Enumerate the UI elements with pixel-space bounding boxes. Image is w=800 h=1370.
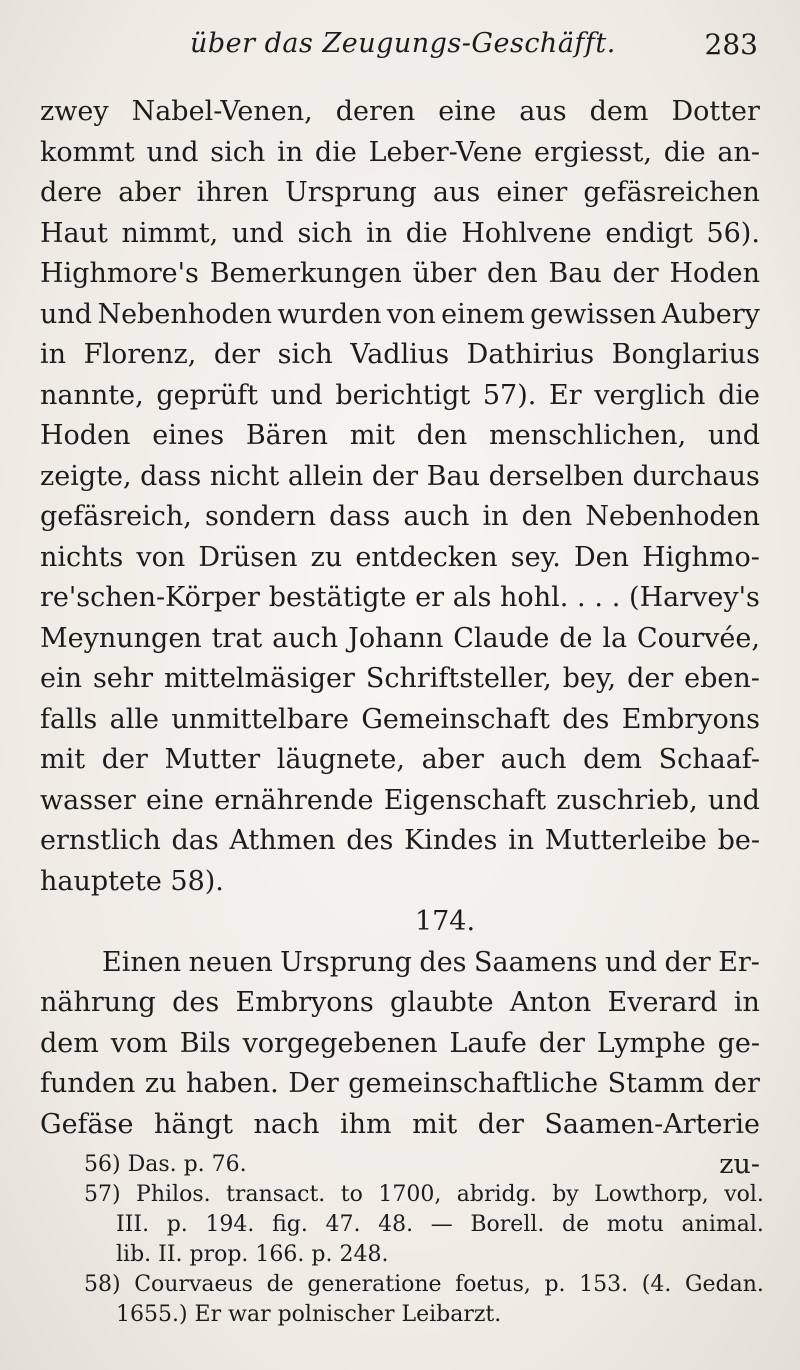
- word: dass: [329, 501, 391, 532]
- word: Dotter: [671, 96, 760, 127]
- word: geprüft: [156, 379, 258, 411]
- word: (4.: [641, 1272, 672, 1297]
- word: nach: [253, 1108, 320, 1140]
- word: Saamen-Arterie: [544, 1108, 760, 1140]
- word: 153.: [579, 1272, 629, 1297]
- word: als: [452, 582, 492, 613]
- word: des: [562, 703, 610, 735]
- word: Bonglarius: [611, 339, 760, 370]
- word: der: [612, 258, 659, 289]
- word: menschlichen,: [489, 420, 687, 451]
- word: Johann: [348, 622, 444, 654]
- word: Aubery: [661, 298, 760, 330]
- word: 57).: [482, 379, 537, 411]
- word: der: [713, 1068, 760, 1099]
- word: deren: [335, 96, 416, 127]
- word: Embryons: [621, 703, 760, 735]
- word: nichts: [40, 541, 124, 573]
- word: den: [416, 420, 468, 451]
- word: gefäsreich,: [40, 501, 192, 532]
- word: die: [718, 379, 760, 411]
- word: de: [562, 1212, 590, 1237]
- section-number: 174.: [414, 906, 476, 937]
- word: Den: [573, 541, 629, 573]
- text-line: [40, 538, 760, 579]
- word: ein: [40, 663, 83, 694]
- word: Dathirius: [466, 339, 595, 370]
- word: Courvée,: [636, 622, 760, 654]
- word: Hoden: [40, 420, 131, 451]
- word: und: [231, 217, 284, 249]
- word: auch: [500, 744, 567, 775]
- page-number: 283: [704, 28, 758, 61]
- footnote: [84, 1180, 764, 1210]
- word: abridg.: [456, 1182, 537, 1207]
- word: neuen: [188, 946, 273, 978]
- word: Borell.: [470, 1212, 545, 1237]
- word: Anton: [509, 987, 592, 1018]
- text-line: [40, 821, 760, 862]
- word: Drüsen: [198, 541, 298, 573]
- word: Philos.: [136, 1182, 211, 1207]
- word: entdecken: [355, 541, 498, 573]
- word: verglich: [594, 379, 706, 411]
- word: de: [559, 622, 593, 654]
- word: eines: [152, 420, 225, 451]
- word: in: [508, 825, 535, 856]
- word: die: [663, 136, 706, 168]
- text-line: [40, 740, 760, 781]
- main-text: [40, 92, 760, 1186]
- word: p.: [166, 1212, 188, 1237]
- word: wurden: [277, 298, 382, 330]
- word: generatione: [307, 1272, 442, 1297]
- text-line: [40, 497, 760, 538]
- word: Er: [548, 379, 582, 411]
- word: und: [40, 298, 93, 330]
- word: dem: [583, 744, 642, 775]
- word: —: [430, 1212, 453, 1237]
- word: eine: [146, 784, 205, 816]
- word: zwey: [40, 96, 109, 127]
- word: by: [552, 1182, 579, 1207]
- word: aber: [118, 177, 181, 208]
- word: Mutterleibe: [544, 825, 707, 856]
- word: Bemerkungen: [209, 258, 402, 289]
- word: gewissen: [530, 298, 657, 330]
- word: Der: [288, 1068, 339, 1099]
- word: Highmore's: [40, 258, 199, 289]
- word: die: [314, 136, 357, 168]
- text-line: [40, 214, 760, 255]
- word: aus: [519, 96, 567, 127]
- word: zu: [144, 1068, 177, 1099]
- word: des: [346, 825, 394, 856]
- text-line: [40, 295, 760, 336]
- text-line: [40, 619, 760, 660]
- footnote-continuation: [84, 1210, 764, 1240]
- word: 57): [84, 1182, 121, 1207]
- word: Hoden: [669, 258, 760, 289]
- footnote-continuation: lib. II. prop. 166. p. 248.: [116, 1242, 389, 1267]
- word: Highmo-: [642, 541, 760, 573]
- word: Athmen: [229, 825, 336, 856]
- word: der: [477, 1108, 524, 1140]
- word: Eigenschaft: [383, 784, 547, 816]
- word: Ursprung: [280, 946, 412, 978]
- text-line: [40, 1024, 760, 1065]
- word: Er-: [718, 946, 760, 978]
- word: nimmt,: [121, 217, 219, 249]
- word: Hohlvene: [461, 217, 592, 249]
- word: p.: [544, 1272, 566, 1297]
- word: dere: [40, 177, 103, 208]
- text-line: [40, 457, 760, 498]
- word: Bau: [548, 258, 602, 289]
- text-line: [40, 781, 760, 822]
- text-line: [40, 578, 760, 619]
- word: Mutter: [164, 744, 261, 775]
- word: ernstlich: [40, 825, 161, 856]
- word: Gedan.: [684, 1272, 764, 1297]
- word: dem: [589, 96, 649, 127]
- word: in: [40, 339, 67, 370]
- word: funden: [40, 1068, 136, 1099]
- word: auch: [403, 501, 470, 532]
- word: to: [340, 1182, 363, 1207]
- word: hohl.: [500, 582, 569, 613]
- word: 48.: [378, 1212, 414, 1237]
- word: der: [538, 1027, 585, 1059]
- word: gefäsreichen: [583, 177, 760, 208]
- word: unmittelbare: [171, 703, 349, 735]
- word: der: [664, 946, 711, 978]
- word: bey,: [562, 663, 617, 694]
- word: 194.: [205, 1212, 255, 1237]
- word: den: [486, 258, 538, 289]
- word: und: [270, 379, 323, 411]
- word: Bären: [245, 420, 329, 451]
- word: derselben: [488, 460, 624, 492]
- word: haben.: [186, 1068, 279, 1099]
- word: Einen: [102, 946, 182, 978]
- word: III.: [116, 1212, 150, 1237]
- text-line: hauptete 58).: [40, 865, 224, 897]
- word: mittelmäsiger: [164, 663, 355, 694]
- word: Ursprung: [285, 177, 417, 208]
- word: läugnete,: [276, 744, 405, 775]
- word: Florenz,: [83, 339, 197, 370]
- word: Everard: [607, 987, 718, 1018]
- word: zu: [310, 541, 343, 573]
- word: in: [733, 987, 760, 1018]
- word: eine: [438, 96, 497, 127]
- text-line: [40, 1105, 760, 1146]
- word: Vadlius: [350, 339, 450, 370]
- word: ihren: [196, 177, 269, 208]
- word: aber: [421, 744, 484, 775]
- word: Meynungen: [40, 622, 202, 654]
- word: Nabel-Venen,: [131, 96, 313, 127]
- word: an-: [717, 136, 760, 168]
- text-line: [40, 376, 760, 417]
- word: nannte,: [40, 379, 144, 411]
- word: ernährende: [214, 784, 374, 816]
- text-line: [40, 943, 760, 984]
- word: der: [371, 460, 419, 492]
- word: Lymphe: [596, 1027, 706, 1059]
- word: Leber-Vene: [368, 136, 523, 168]
- word: den: [521, 501, 573, 532]
- word: la: [602, 622, 628, 654]
- text-line: [40, 92, 760, 133]
- word: Embryons: [235, 987, 374, 1018]
- word: die: [405, 217, 448, 249]
- word: das: [171, 825, 219, 856]
- word: einem: [441, 298, 525, 330]
- text-line: [40, 983, 760, 1024]
- word: zuschrieb,: [556, 784, 698, 816]
- word: Nebenhoden: [97, 298, 273, 330]
- word: allein: [287, 460, 364, 492]
- footnotes: [84, 1150, 764, 1330]
- word: trat: [211, 622, 263, 654]
- word: Stamm: [607, 1068, 705, 1099]
- word: Haut: [40, 217, 108, 249]
- word: 58): [84, 1272, 121, 1297]
- word: aus: [432, 177, 481, 208]
- word: glaubte: [390, 987, 494, 1018]
- text-line: [40, 700, 760, 741]
- footnote: [84, 1270, 764, 1300]
- word: Schaaf-: [658, 744, 760, 775]
- word: durchaus: [632, 460, 760, 492]
- word: nicht: [209, 460, 280, 492]
- word: Gemeinschaft: [361, 703, 550, 735]
- word: ge-: [717, 1027, 760, 1059]
- word: Schriftsteller,: [365, 663, 552, 694]
- word: sey.: [510, 541, 561, 573]
- word: in: [277, 136, 304, 168]
- word: ihm: [340, 1108, 392, 1140]
- word: 1700,: [378, 1182, 442, 1207]
- word: berichtigt: [335, 379, 471, 411]
- text-line: [40, 133, 760, 174]
- word: re'schen-Körper: [40, 582, 260, 613]
- word: 47.: [325, 1212, 361, 1237]
- word: vorgegebenen: [242, 1027, 438, 1059]
- word: wasser: [40, 784, 136, 816]
- word: gemeinschaftliche: [348, 1068, 599, 1099]
- word: sondern: [204, 501, 317, 532]
- word: des: [419, 946, 467, 978]
- text-line: [40, 659, 760, 700]
- word: der: [101, 744, 148, 775]
- text-line: [40, 173, 760, 214]
- word: 56).: [706, 217, 760, 249]
- text-line: [40, 254, 760, 295]
- text-line: [40, 416, 760, 457]
- footnote: 56) Das. p. 76.: [84, 1152, 247, 1177]
- word: von: [136, 541, 186, 573]
- word: sich: [210, 136, 266, 168]
- word: über: [412, 258, 477, 289]
- word: und: [707, 420, 760, 451]
- word: be-: [717, 825, 760, 856]
- text-line: [40, 1064, 760, 1105]
- word: er: [415, 582, 444, 613]
- word: vom: [110, 1027, 168, 1059]
- word: alle: [109, 703, 159, 735]
- word: der: [627, 663, 674, 694]
- word: .: [594, 582, 603, 613]
- word: der: [213, 339, 261, 370]
- word: auch: [272, 622, 339, 654]
- word: in: [366, 217, 393, 249]
- word: Bau: [426, 460, 480, 492]
- word: mit: [349, 420, 395, 451]
- word: sehr: [92, 663, 154, 694]
- word: animal.: [681, 1212, 764, 1237]
- word: endigt: [605, 217, 693, 249]
- word: und: [707, 784, 760, 816]
- word: sich: [277, 339, 333, 370]
- word: fig.: [272, 1212, 308, 1237]
- word: nährung: [40, 987, 156, 1018]
- word: dem: [40, 1027, 99, 1059]
- word: zeigte,: [40, 460, 132, 492]
- word: eben-: [684, 663, 760, 694]
- word: (Harvey's: [629, 582, 760, 613]
- catchword: zu-: [719, 1149, 760, 1180]
- word: ergiesst,: [533, 136, 652, 168]
- footnote-continuation: 1655.) Er war polnischer Leibarzt.: [116, 1302, 502, 1327]
- word: Kindes: [404, 825, 498, 856]
- word: Courvaeus: [134, 1272, 253, 1297]
- word: falls: [40, 703, 98, 735]
- word: in: [482, 501, 509, 532]
- word: Laufe: [449, 1027, 527, 1059]
- word: Lowthorp,: [594, 1182, 709, 1207]
- word: bestätigte: [268, 582, 407, 613]
- word: vol.: [724, 1182, 764, 1207]
- word: einer: [496, 177, 568, 208]
- running-header: [180, 28, 760, 68]
- word: .: [611, 582, 621, 613]
- word: des: [172, 987, 220, 1018]
- running-title: über das Zeugungs-Geschäfft.: [190, 28, 616, 59]
- text-line: [40, 335, 760, 376]
- word: motu: [606, 1212, 664, 1237]
- word: dass: [140, 460, 202, 492]
- word: und: [605, 946, 658, 978]
- word: transact.: [226, 1182, 326, 1207]
- word: hängt: [153, 1108, 233, 1140]
- word: sich: [297, 217, 353, 249]
- word: Claude: [453, 622, 550, 654]
- word: von: [386, 298, 436, 330]
- word: mit: [412, 1108, 458, 1140]
- word: foetus,: [455, 1272, 531, 1297]
- word: mit: [40, 744, 86, 775]
- word: de: [266, 1272, 294, 1297]
- word: .: [577, 582, 586, 613]
- word: Bils: [179, 1027, 231, 1059]
- word: kommt: [40, 136, 135, 168]
- word: und: [146, 136, 199, 168]
- word: Gefäse: [40, 1108, 134, 1140]
- word: Saamens: [474, 946, 598, 978]
- word: Nebenhoden: [585, 501, 760, 532]
